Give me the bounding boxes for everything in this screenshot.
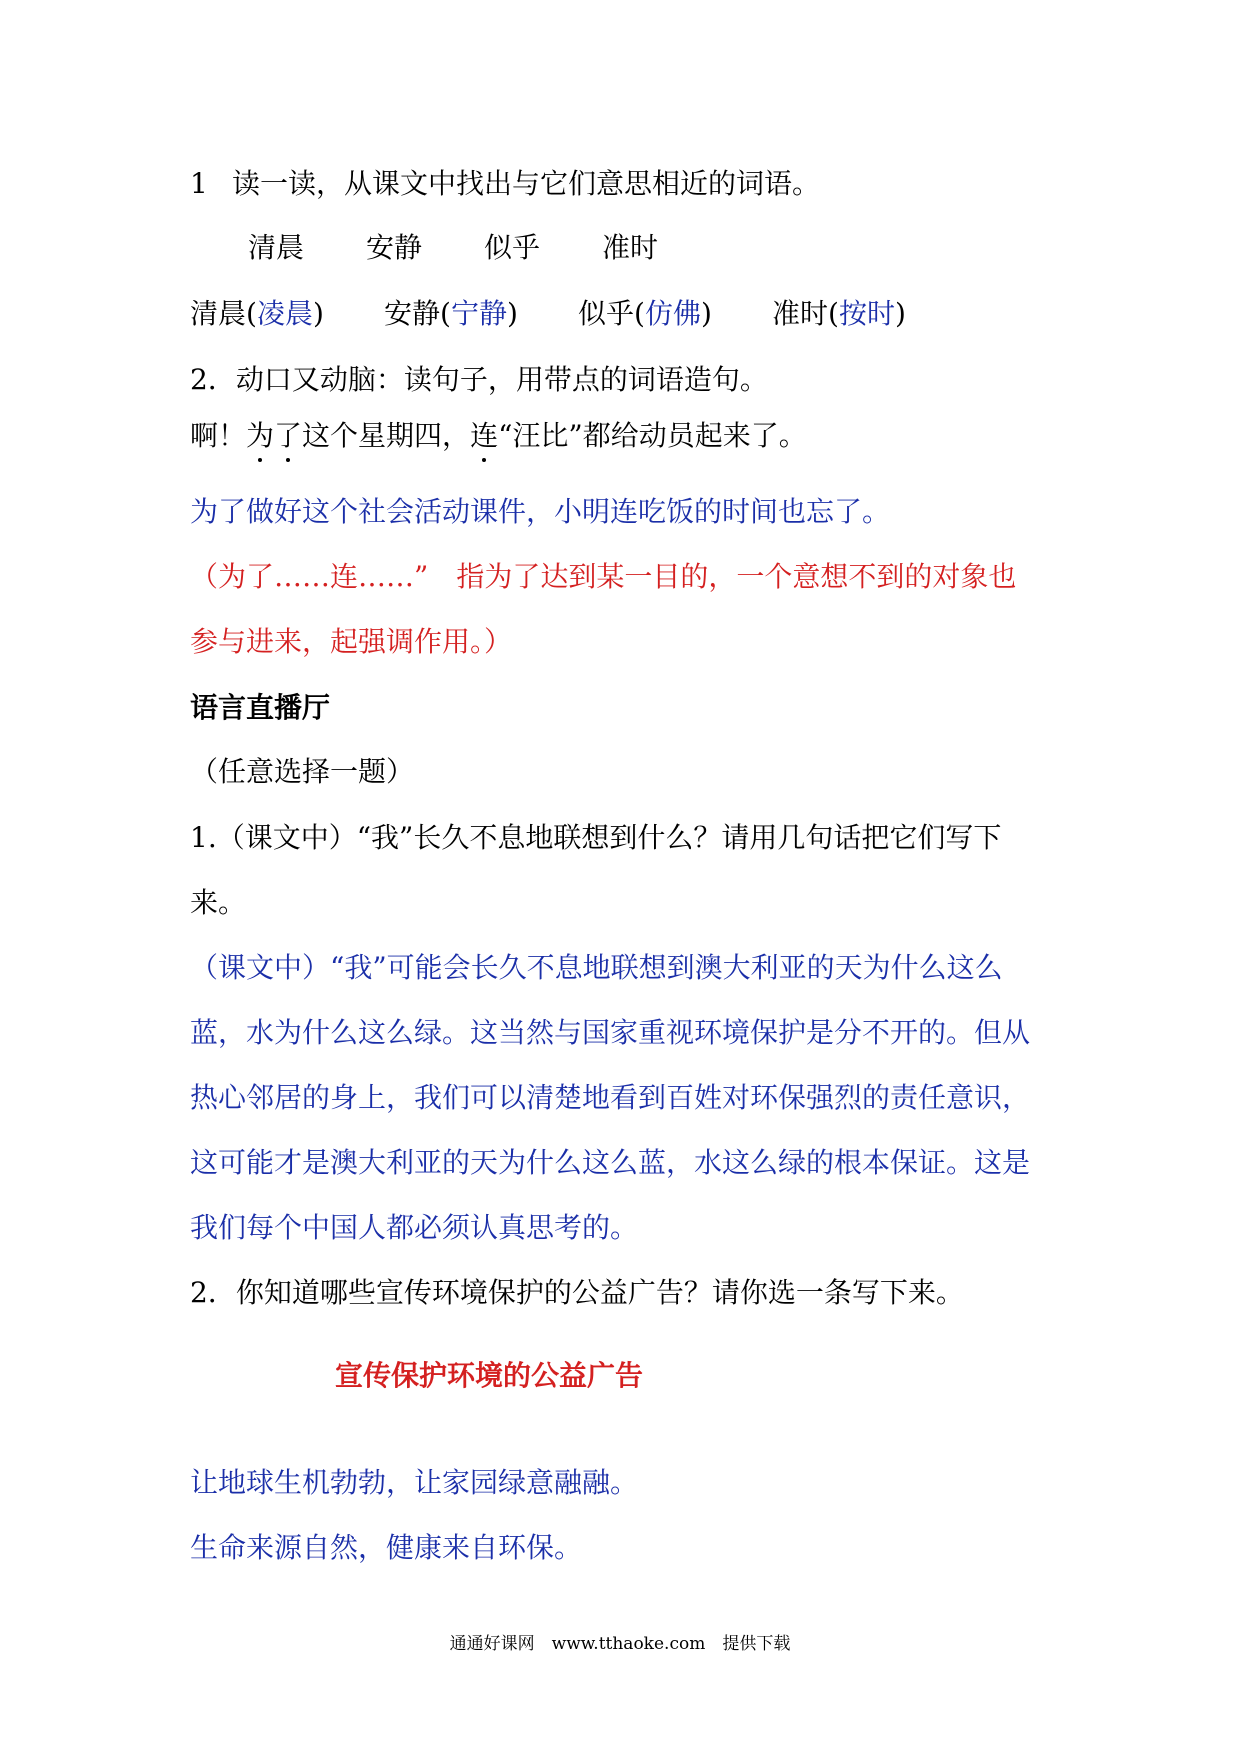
section-instruction: （任意选择一题） xyxy=(190,755,415,788)
pair-word: 清晨 xyxy=(190,297,247,330)
dotted-word: 连 xyxy=(470,419,499,452)
pair-bracket: ) xyxy=(506,297,518,330)
section-question-1-line-2: 来。 xyxy=(190,886,247,919)
usage-note-line-2: 参与进来，起强调作用。） xyxy=(190,625,513,658)
slogan: 生命来源自然，健康来自环保。 xyxy=(190,1531,583,1564)
question-1-prompt: 读一读，从课文中找出与它们意思相近的词语。 xyxy=(232,167,821,200)
pair-answer: 按时 xyxy=(838,297,895,330)
answer-pairs xyxy=(190,296,906,332)
answer-pair xyxy=(772,296,906,332)
pair-bracket: ) xyxy=(312,297,324,330)
word-item: 安静 xyxy=(366,231,423,264)
pair-bracket: ( xyxy=(246,297,257,330)
ad-title: 宣传保护环境的公益广告 xyxy=(335,1359,644,1392)
example-text: 这个星期四， xyxy=(302,419,471,452)
answer-paragraph-line: （课文中）“我”可能会长久不息地联想到澳大利亚的天为什么这么 xyxy=(190,951,1003,984)
example-sentence xyxy=(190,418,807,454)
slogan: 让地球生机勃勃，让家园绿意融融。 xyxy=(190,1466,639,1499)
answer-pair xyxy=(190,296,384,332)
pair-answer: 仿佛 xyxy=(644,297,701,330)
answer-paragraph-line: 蓝，水为什么这么绿。这当然与国家重视环境保护是分不开的。但从 xyxy=(190,1016,1031,1049)
answer-pair xyxy=(578,296,772,332)
dotted-word: 为 xyxy=(246,419,275,452)
answer-paragraph-line: 我们每个中国人都必须认真思考的。 xyxy=(190,1211,639,1244)
pair-answer: 宁静 xyxy=(450,297,507,330)
example-text: 啊！ xyxy=(190,419,247,452)
sample-sentence-answer: 为了做好这个社会活动课件，小明连吃饭的时间也忘了。 xyxy=(190,495,891,528)
question-1 xyxy=(190,166,820,202)
word-item: 清晨 xyxy=(248,231,305,264)
answer-paragraph-line: 这可能才是澳大利亚的天为什么这么蓝，水这么绿的根本保证。这是 xyxy=(190,1146,1031,1179)
pair-word: 似乎 xyxy=(578,297,635,330)
dotted-word: 了 xyxy=(274,419,303,452)
pair-bracket: ( xyxy=(634,297,645,330)
pair-word: 准时 xyxy=(772,297,829,330)
example-text: “汪比”都给动员起来了。 xyxy=(498,419,807,452)
pair-bracket: ) xyxy=(894,297,906,330)
pair-bracket: ( xyxy=(440,297,451,330)
pair-answer: 凌晨 xyxy=(256,297,313,330)
word-list xyxy=(248,230,658,266)
section-question-1-line-1: 1.（课文中）“我”长久不息地联想到什么？请用几句话把它们写下 xyxy=(190,821,1002,854)
pair-bracket: ) xyxy=(700,297,712,330)
question-1-number: 1 xyxy=(190,167,208,200)
question-2-prompt: 2．动口又动脑：读句子，用带点的词语造句。 xyxy=(190,363,768,396)
section-title: 语言直播厅 xyxy=(190,691,331,724)
pair-word: 安静 xyxy=(384,297,441,330)
usage-note-line-1: （为了……连……” 指为了达到某一目的，一个意想不到的对象也 xyxy=(190,560,1017,593)
word-item: 似乎 xyxy=(484,231,541,264)
answer-pair xyxy=(384,296,578,332)
footer-credit: 通通好课网 www.tthaoke.com 提供下载 xyxy=(449,1634,791,1654)
answer-paragraph-line: 热心邻居的身上，我们可以清楚地看到百姓对环保强烈的责任意识， xyxy=(190,1081,1031,1114)
pair-bracket: ( xyxy=(828,297,839,330)
section-question-2: 2．你知道哪些宣传环境保护的公益广告？请你选一条写下来。 xyxy=(190,1276,964,1309)
word-item: 准时 xyxy=(602,231,659,264)
